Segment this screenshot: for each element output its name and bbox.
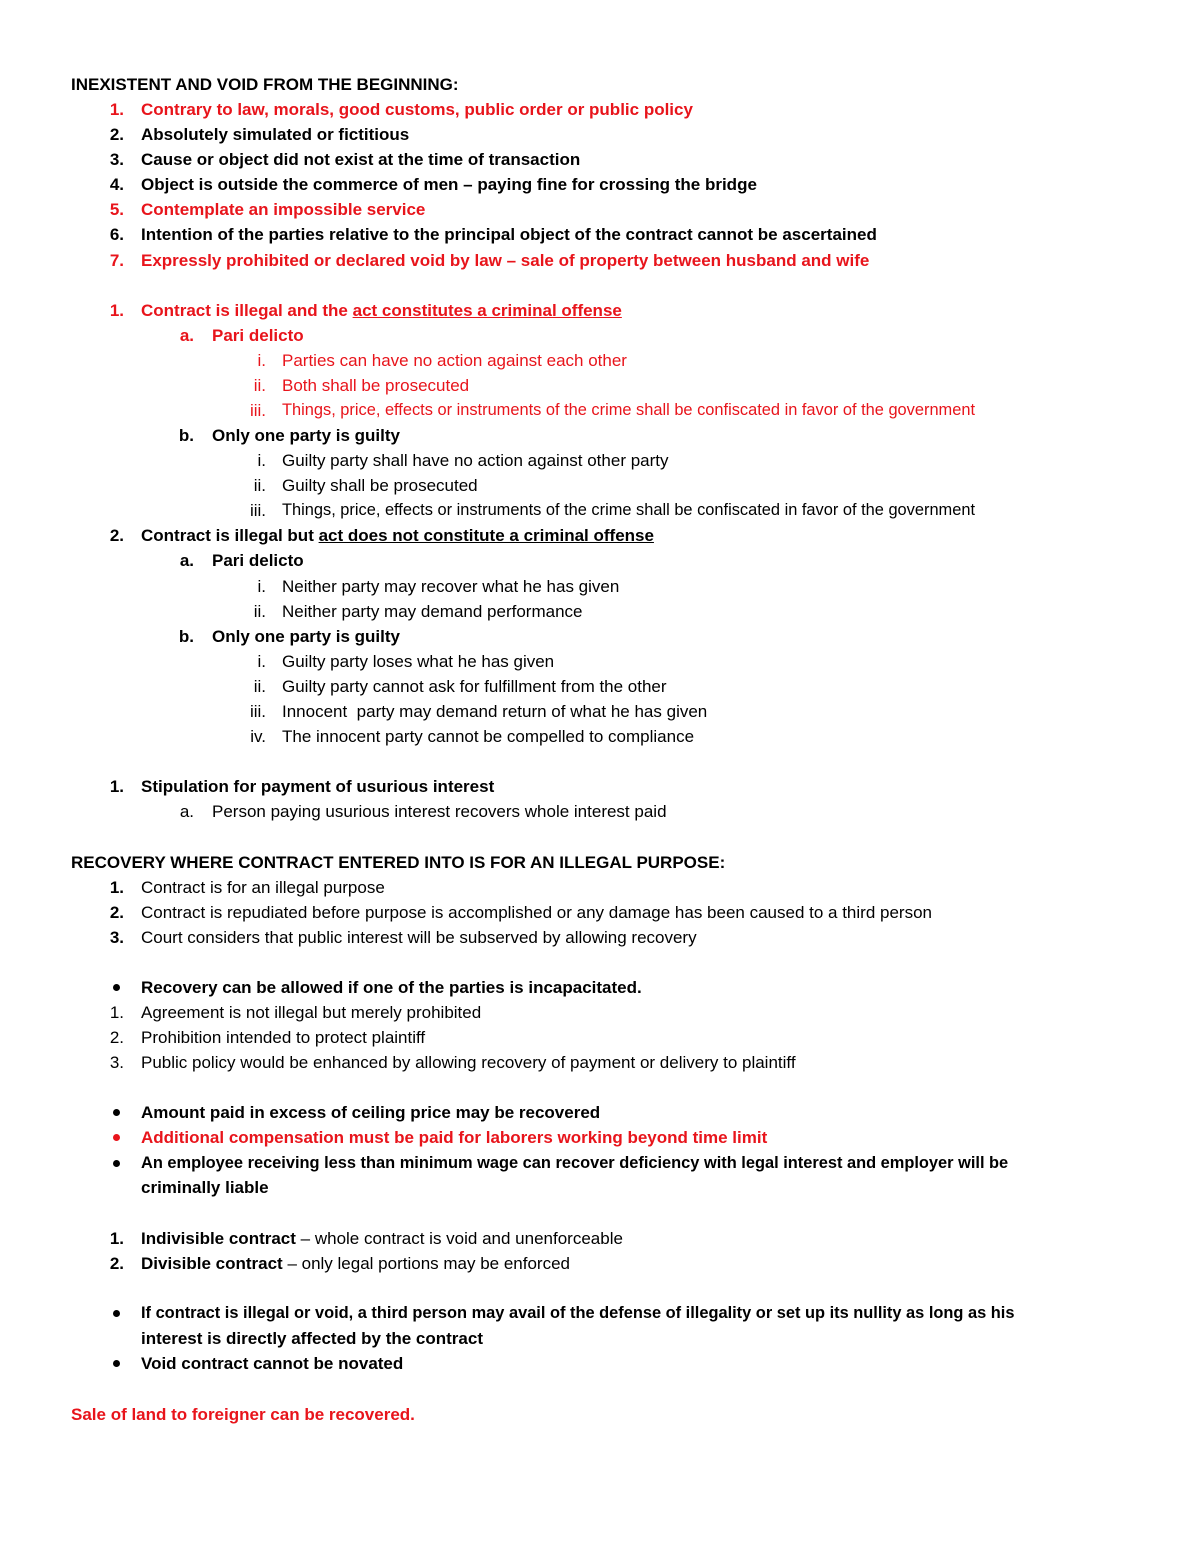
item-text: interest is directly affected by the contract [141,1329,483,1348]
item-number: 1. [109,1003,124,1022]
heading-text: RECOVERY WHERE CONTRACT ENTERED INTO IS FOR AN ILLEGAL PURPOSE: [71,853,726,872]
bullet-item [0,1301,1200,1326]
item-text [141,298,622,323]
item-text-underlined: act constitutes a criminal offense [352,301,622,320]
item-number: 7. [109,251,124,270]
section-heading-inexistent [0,72,1200,97]
sub-list-item [0,423,1200,448]
item-text: criminally liable [141,1178,269,1197]
item-text: Absolutely simulated or fictitious [141,125,410,144]
item-roman: ii. [253,602,266,621]
sub-list-item [0,799,1200,824]
bullet-icon [113,1310,120,1317]
sub-sub-list-item [0,574,1200,599]
item-number: 1. [109,777,124,796]
item-text: Pari delicto [212,326,304,345]
bullet-item [0,1125,1200,1150]
item-text: Contract is for an illegal purpose [141,878,385,897]
sub-sub-list-item [0,599,1200,624]
bullet-item [0,1351,1200,1376]
section-heading-recovery [0,850,1200,875]
item-term: Indivisible contract [141,1229,296,1248]
item-roman: i. [257,577,266,596]
bullet-icon [113,1160,120,1167]
item-roman: i. [257,652,266,671]
bullet-icon [113,984,120,991]
item-text: If contract is illegal or void, a third person may avail of the defense of illegality or set up its nullity as long as his [141,1304,1015,1322]
item-text: Guilty party loses what he has given [282,652,555,671]
item-text: Expressly prohibited or declared void by law – sale of property between husband and wife [141,251,870,270]
list-item [0,523,1200,548]
item-text: Person paying usurious interest recovers whole interest paid [212,802,667,821]
item-text: Contemplate an impossible service [141,200,426,219]
item-roman: iii. [249,501,266,520]
list-item [0,147,1200,172]
item-text: Contract is repudiated before purpose is accomplished or any damage has been caused to a third person [141,903,932,922]
item-text: Things, price, effects or instruments of the crime shall be confiscated in favor of the government [282,401,975,419]
item-definition: – only legal portions may be enforced [282,1254,571,1273]
list-item [0,1226,1200,1251]
item-text: Prohibition intended to protect plaintiff [141,1028,426,1047]
item-letter: a. [179,326,194,345]
sub-sub-list-item [0,498,1200,523]
sub-list-item [0,323,1200,348]
bullet-item [0,1100,1200,1125]
list-item [0,97,1200,122]
item-number: 2. [109,903,124,922]
sub-sub-list-item [0,348,1200,373]
item-roman: i. [257,351,266,370]
item-number: 3. [109,150,124,169]
item-term: Divisible contract [141,1254,283,1273]
item-text: Innocent party may demand return of what he has given [282,702,708,721]
item-text: Both shall be prosecuted [282,376,470,395]
sub-sub-list-item [0,473,1200,498]
item-number: 4. [109,175,124,194]
item-letter: b. [178,426,194,445]
item-text: Void contract cannot be novated [141,1354,404,1373]
bullet-icon [113,1360,120,1367]
item-text: Things, price, effects or instruments of the crime shall be confiscated in favor of the government [282,501,975,519]
item-text: Stipulation for payment of usurious interest [141,777,495,796]
item-text: Only one party is guilty [212,426,400,445]
sub-list-item [0,548,1200,573]
item-number: 5. [109,200,124,219]
item-roman: ii. [253,376,266,395]
list-item [0,1251,1200,1276]
list-item [0,222,1200,247]
item-text: Public policy would be enhanced by allowing recovery of payment or delivery to plaintiff [141,1053,796,1072]
item-text-underlined: act does not constitute a criminal offense [318,526,654,545]
item-text: Pari delicto [212,551,304,570]
sub-sub-list-item [0,398,1200,423]
heading-text: INEXISTENT AND VOID FROM THE BEGINNING: [71,75,459,94]
sub-sub-list-item [0,373,1200,398]
item-text: Guilty party shall have no action against other party [282,451,669,470]
item-text: Guilty party cannot ask for fulfillment from the other [282,677,667,696]
item-letter: b. [178,627,194,646]
list-item [0,197,1200,222]
item-text: Cause or object did not exist at the time of transaction [141,150,581,169]
item-number: 2. [109,125,124,144]
bullet-icon [113,1109,120,1116]
item-letter: a. [179,802,194,821]
item-roman: iii. [249,702,266,721]
item-number: 3. [109,928,124,947]
item-text: Parties can have no action against each other [282,351,627,370]
bullet-item-continuation [0,1326,1200,1351]
closing-note [0,1402,1200,1427]
item-number: 1. [109,878,124,897]
item-text: Neither party may demand performance [282,602,583,621]
item-number: 1. [109,1229,124,1248]
item-number: 2. [109,526,124,545]
item-number: 6. [109,225,124,244]
item-number: 3. [109,1053,124,1072]
item-text [141,523,654,548]
item-text: The innocent party cannot be compelled to compliance [282,727,695,746]
bullet-item [0,1151,1200,1176]
closing-note-text: Sale of land to foreigner can be recovered. [71,1405,415,1424]
bullet-item-continuation [0,1175,1200,1200]
list-item [0,248,1200,273]
item-text: Contrary to law, morals, good customs, public order or public policy [141,100,693,119]
item-text: Intention of the parties relative to the principal object of the contract cannot be ascertained [141,225,877,244]
item-roman: i. [257,451,266,470]
item-text: Court considers that public interest will be subserved by allowing recovery [141,928,697,947]
item-text: Guilty shall be prosecuted [282,476,478,495]
item-text: Agreement is not illegal but merely prohibited [141,1003,482,1022]
item-text-plain: Contract is illegal but [141,526,319,545]
item-text: Only one party is guilty [212,627,400,646]
item-text: Object is outside the commerce of men – paying fine for crossing the bridge [141,175,757,194]
sub-sub-list-item [0,674,1200,699]
item-text [141,1251,570,1276]
list-item [0,122,1200,147]
item-letter: a. [179,551,194,570]
item-text: Amount paid in excess of ceiling price may be recovered [141,1103,601,1122]
sub-sub-list-item [0,448,1200,473]
item-number: 1. [109,100,124,119]
list-item [0,875,1200,900]
item-text: Recovery can be allowed if one of the parties is incapacitated. [141,978,642,997]
item-definition: – whole contract is void and unenforceable [295,1229,623,1248]
list-item [0,172,1200,197]
item-roman: ii. [253,677,266,696]
list-item [0,774,1200,799]
item-text: Additional compensation must be paid for laborers working beyond time limit [141,1128,768,1147]
item-text: Neither party may recover what he has given [282,577,620,596]
item-number: 1. [109,301,124,320]
item-text [141,1226,623,1251]
sub-sub-list-item [0,649,1200,674]
item-roman: iii. [249,401,266,420]
item-text: An employee receiving less than minimum wage can recover deficiency with legal interest and employer will be [141,1154,1009,1172]
list-item [0,1000,1200,1025]
list-item [0,298,1200,323]
item-roman: iv. [250,727,266,746]
list-item [0,900,1200,925]
item-number: 2. [109,1028,124,1047]
sub-sub-list-item [0,699,1200,724]
bullet-icon [113,1134,120,1141]
sub-list-item [0,624,1200,649]
bullet-item [0,975,1200,1000]
item-text-plain: Contract is illegal and the [141,301,353,320]
item-number: 2. [109,1254,124,1273]
list-item [0,1050,1200,1075]
list-item [0,925,1200,950]
sub-sub-list-item [0,724,1200,749]
list-item [0,1025,1200,1050]
item-roman: ii. [253,476,266,495]
